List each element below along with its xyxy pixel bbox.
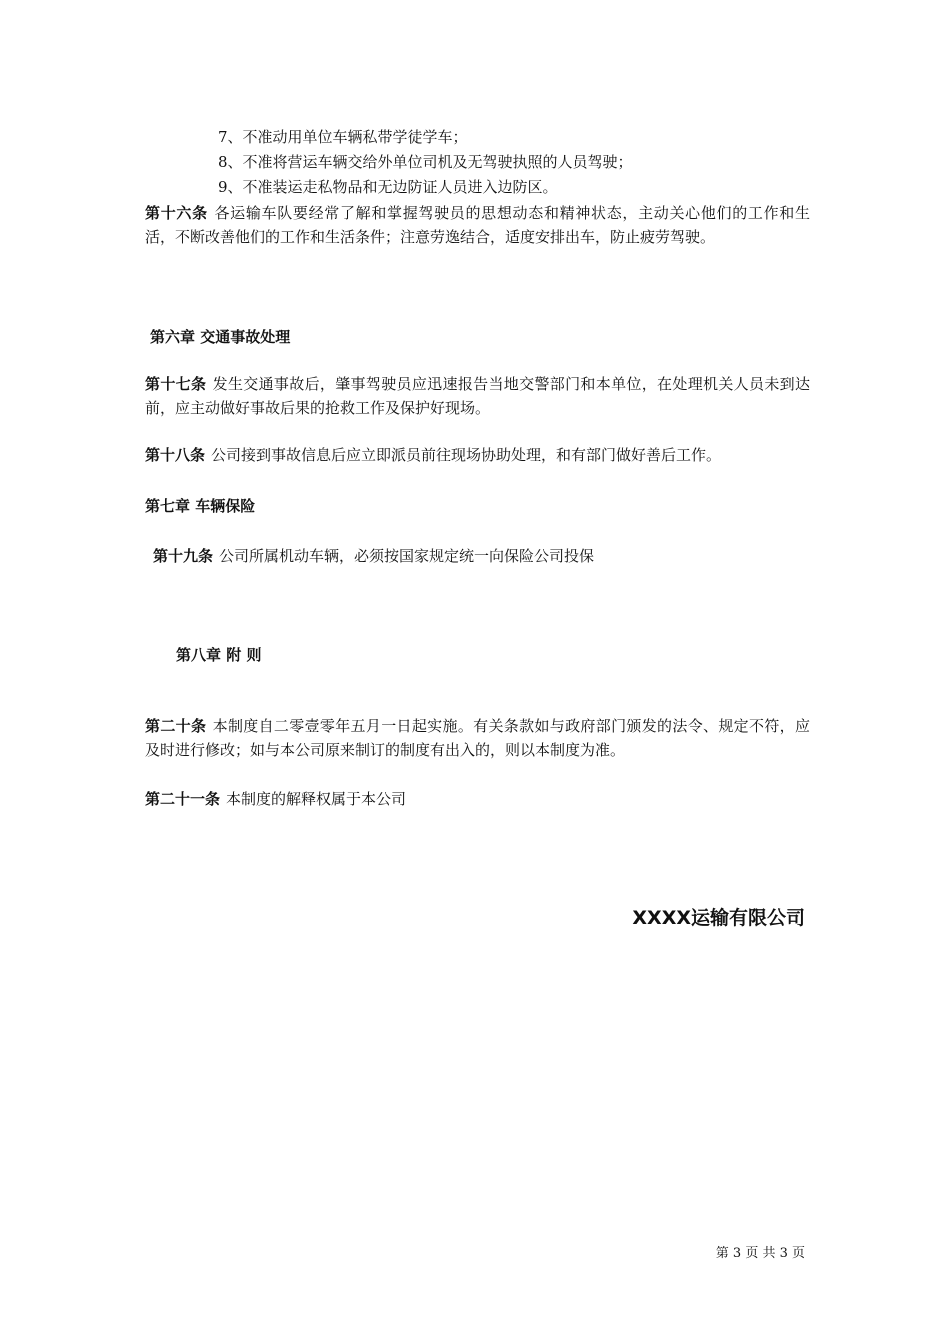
chapter-7-heading: 第七章 车辆保险 xyxy=(145,497,256,515)
article-21 xyxy=(145,787,406,811)
article-16 xyxy=(145,201,810,249)
article-16-text: 各运输车队要经常了解和掌握驾驶员的思想动态和精神状态，主动关心他们的工作和生活，不断改善他们的工作和生活条件；注意劳逸结合，适度安排出车，防止疲劳驾驶。 xyxy=(145,204,810,246)
list-item-9: 9、不准装运走私物品和无边防证人员进入边防区。 xyxy=(218,178,558,196)
article-18-label: 第十八条 xyxy=(145,446,206,464)
article-17 xyxy=(145,372,810,420)
chapter-8-heading: 第八章 附 则 xyxy=(176,646,262,664)
article-19 xyxy=(153,544,594,568)
article-20 xyxy=(145,714,810,762)
article-16-label: 第十六条 xyxy=(145,204,208,222)
chapter-6-heading: 第六章 交通事故处理 xyxy=(150,328,291,346)
article-18-text: 公司接到事故信息后应立即派员前往现场协助处理，和有部门做好善后工作。 xyxy=(211,446,722,464)
list-item-7: 7、不准动用单位车辆私带学徒学车； xyxy=(218,128,468,146)
list-item-8: 8、不准将营运车辆交给外单位司机及无驾驶执照的人员驾驶； xyxy=(218,153,633,171)
article-17-text: 发生交通事故后，肇事驾驶员应迅速报告当地交警部门和本单位，在处理机关人员未到达前，应主动做好事故后果的抢救工作及保护好现场。 xyxy=(145,375,810,417)
article-20-text: 本制度自二零壹零年五月一日起实施。有关条款如与政府部门颁发的法令、规定不符，应及时进行修改；如与本公司原来制订的制度有出入的，则以本制度为准。 xyxy=(145,717,810,759)
company-signature: XXXX运输有限公司 xyxy=(632,907,805,929)
article-21-text: 本制度的解释权属于本公司 xyxy=(226,790,407,808)
article-20-label: 第二十条 xyxy=(145,717,207,735)
article-19-text: 公司所属机动车辆，必须按国家规定统一向保险公司投保 xyxy=(219,547,595,565)
article-17-label: 第十七条 xyxy=(145,375,207,393)
article-19-label: 第十九条 xyxy=(153,547,214,565)
article-18 xyxy=(145,443,810,467)
page-footer: 第 3 页 共 3 页 xyxy=(715,1246,805,1261)
article-21-label: 第二十一条 xyxy=(145,790,221,808)
